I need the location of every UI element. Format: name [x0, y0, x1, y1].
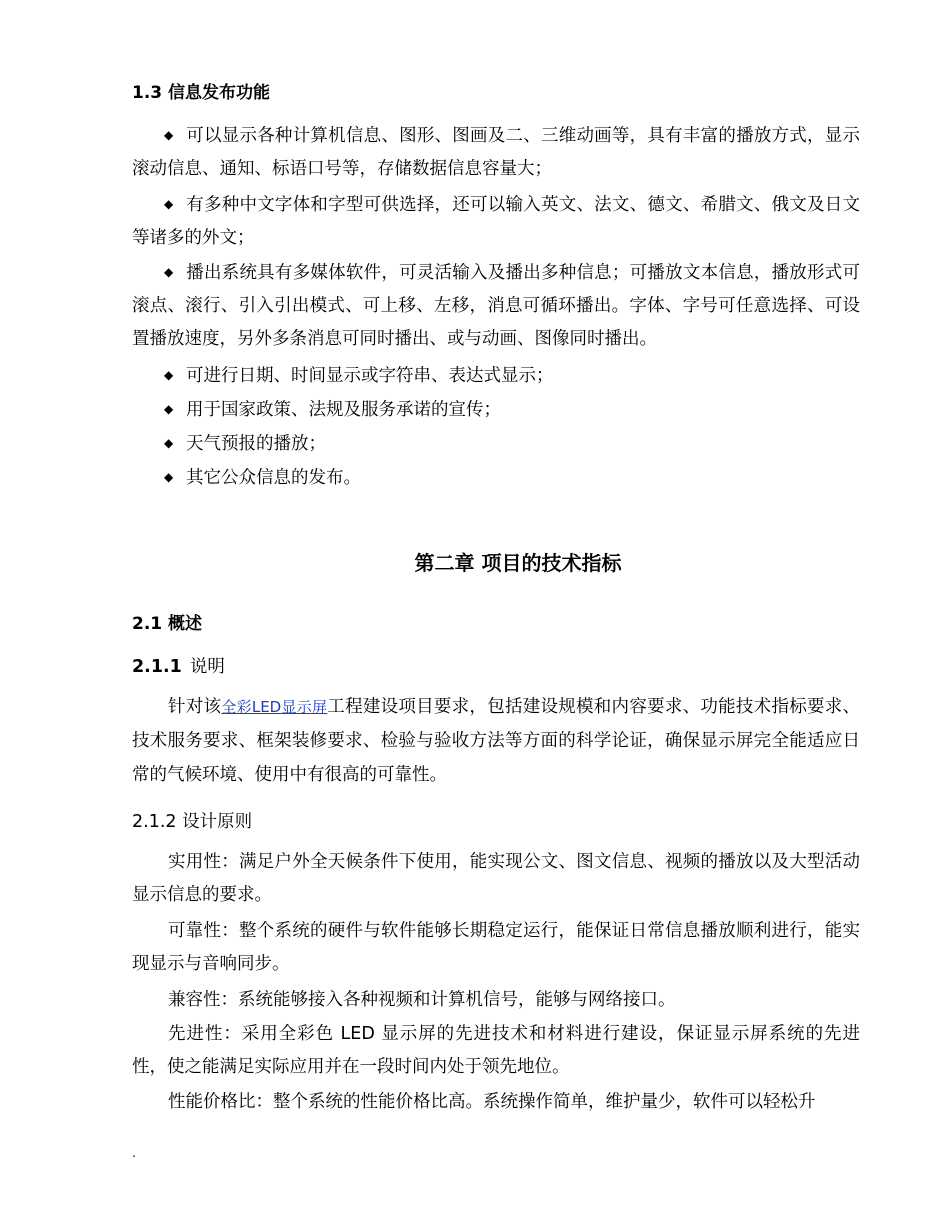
bullet-icon: ◆	[164, 368, 174, 382]
footer-mark: .	[132, 1146, 136, 1160]
list-item: ◆ 播出系统具有多媒体软件，可灵活输入及播出多种信息；可播放文本信息，播放形式可滚点、滚行、引入引出模式、可上移、左移，消息可循环播出。字体、字号可任意选择、可设置播放速度，另外多条消息可同时播出、或与动画、图像同时播出。	[132, 256, 860, 356]
list-item: ◆ 用于国家政策、法规及服务承诺的宣传；	[132, 393, 860, 427]
subsection-title: 说明	[189, 657, 225, 677]
bullet-icon: ◆	[164, 265, 174, 279]
principle-paragraph: 可靠性：整个系统的硬件与软件能够长期稳定运行，能保证日常信息播放顺利进行，能实现显示与音响同步。	[132, 921, 860, 974]
list-item: ◆ 有多种中文字体和字型可供选择，还可以输入英文、法文、德文、希腊文、俄文及日文等诸多的外文；	[132, 188, 860, 255]
paragraph-2-1-1: 针对该全彩LED显示屏工程建设项目要求，包括建设规模和内容要求、功能技术指标要求、技术服务要求、框架装修要求、检验与验收方法等方面的科学论证，确保显示屏完全能适应日常的气候环境、使用中有很高的可靠性。	[132, 697, 861, 785]
subsection-number: 2.1.1	[132, 657, 182, 677]
principle-paragraph: 实用性：满足户外全天候条件下使用，能实现公文、图文信息、视频的播放以及大型活动显示信息的要求。	[132, 852, 860, 905]
principle-paragraph: 性能价格比：整个系统的性能价格比高。系统操作简单，维护量少，软件可以轻松升	[168, 1092, 816, 1112]
principle-paragraph: 先进性：采用全彩色 LED 显示屏的先进技术和材料进行建设，保证显示屏系统的先进性，使之能满足实际应用并在一段时间内处于领先地位。	[132, 1024, 860, 1077]
list-item: ◆ 其它公众信息的发布。	[132, 461, 860, 495]
list-item: ◆ 可以显示各种计算机信息、图形、图画及二、三维动画等，具有丰富的播放方式，显示滚动信息、通知、标语口号等，存储数据信息容量大；	[132, 119, 860, 186]
bullet-icon: ◆	[164, 128, 174, 142]
principle-paragraph: 兼容性：系统能够接入各种视频和计算机信号，能够与网络接口。	[168, 990, 676, 1010]
section-heading-1-3: 1.3 信息发布功能	[132, 83, 271, 103]
chapter-title: 第二章 项目的技术指标	[414, 551, 622, 575]
subsection-heading-2-1-2: 2.1.2 设计原则	[132, 812, 253, 832]
subsection-heading-2-1-1	[132, 653, 225, 678]
bullet-icon: ◆	[164, 197, 174, 211]
section-heading-2-1: 2.1 概述	[132, 614, 203, 634]
led-screen-link[interactable]: 全彩LED显示屏	[221, 698, 328, 716]
bullet-icon: ◆	[164, 470, 174, 484]
list-item: ◆ 天气预报的播放；	[132, 427, 860, 461]
list-item: ◆ 可进行日期、时间显示或字符串、表达式显示；	[132, 359, 860, 393]
bullet-icon: ◆	[164, 402, 174, 416]
bullet-icon: ◆	[164, 436, 174, 450]
